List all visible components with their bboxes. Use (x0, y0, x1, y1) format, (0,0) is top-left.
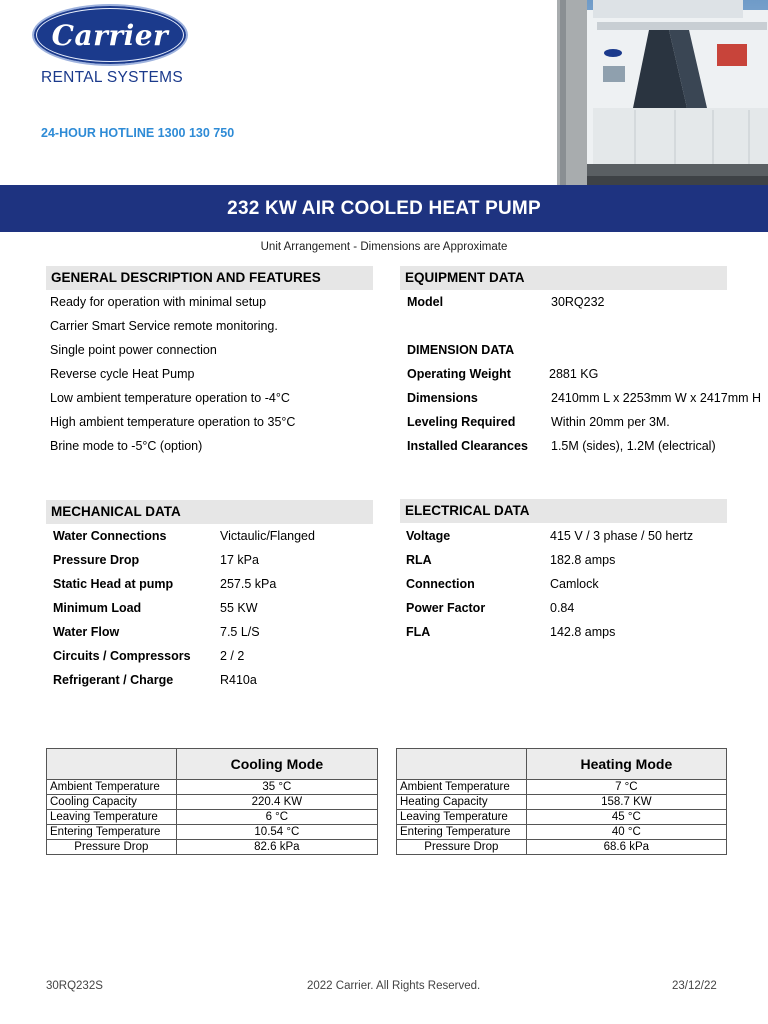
row-value: 158.7 KW (526, 795, 726, 810)
row-value: 45 °C (526, 810, 726, 825)
feature-item: Ready for operation with minimal setup (50, 295, 267, 309)
row-value: 6 °C (176, 810, 377, 825)
spec-label: Dimensions (407, 391, 478, 405)
row-value: 68.6 kPa (526, 840, 726, 855)
spec-value: 7.5 L/S (220, 625, 260, 639)
spec-label: Water Flow (53, 625, 120, 639)
row-value: 35 °C (176, 780, 377, 795)
table-header-blank (397, 749, 527, 780)
equipment-section-header: EQUIPMENT DATA (400, 266, 727, 290)
spec-label: Water Connections (53, 529, 167, 543)
model-label: Model (407, 295, 444, 309)
heat-pump-photo (557, 0, 768, 185)
logo-text: Carrier (51, 18, 169, 52)
spec-value: 1.5M (sides), 1.2M (electrical) (551, 439, 716, 453)
row-label: Cooling Capacity (47, 795, 177, 810)
table-row (397, 780, 727, 795)
table-row (397, 840, 727, 855)
spec-label: Leveling Required (407, 415, 516, 429)
subtitle: Unit Arrangement - Dimensions are Approximate (260, 241, 508, 253)
spec-label: RLA (406, 553, 432, 567)
table-row (397, 795, 727, 810)
mechanical-section-header: MECHANICAL DATA (46, 500, 373, 524)
spec-value: 142.8 amps (550, 625, 616, 639)
spec-value: Camlock (550, 577, 599, 591)
table-row (47, 795, 378, 810)
spec-label: Pressure Drop (53, 553, 140, 567)
feature-item: Brine mode to -5°C (option) (50, 439, 203, 453)
spec-label: FLA (406, 625, 431, 639)
rental-systems-label: RENTAL SYSTEMS (41, 69, 184, 86)
row-label: Leaving Temperature (47, 810, 177, 825)
table-row (397, 810, 727, 825)
row-label: Pressure Drop (47, 840, 177, 855)
table-row (397, 825, 727, 840)
general-section-header: GENERAL DESCRIPTION AND FEATURES (46, 266, 373, 290)
spec-label: Installed Clearances (407, 439, 528, 453)
row-label: Ambient Temperature (397, 780, 527, 795)
heating-mode-table (396, 748, 727, 855)
table-row (47, 780, 378, 795)
heating-mode-header: Heating Mode (526, 749, 726, 780)
cooling-mode-table (46, 748, 378, 855)
row-label: Leaving Temperature (397, 810, 527, 825)
cooling-mode-header: Cooling Mode (176, 749, 377, 780)
row-value: 7 °C (526, 780, 726, 795)
feature-item: Low ambient temperature operation to -4°C (50, 391, 290, 405)
carrier-logo (32, 4, 188, 66)
spec-value: 17 kPa (220, 553, 259, 567)
spec-label: Static Head at pump (53, 577, 174, 591)
spec-label: Operating Weight (407, 367, 511, 381)
electrical-section-header: ELECTRICAL DATA (400, 499, 727, 523)
spec-value: 55 KW (220, 601, 258, 615)
row-value: 82.6 kPa (176, 840, 377, 855)
title-banner (0, 185, 768, 232)
table-header-blank (47, 749, 177, 780)
spec-label: Connection (406, 577, 475, 591)
row-label: Entering Temperature (397, 825, 527, 840)
footer-date: 23/12/22 (672, 980, 717, 992)
feature-item: High ambient temperature operation to 35°C (50, 415, 296, 429)
spec-label: Minimum Load (53, 601, 142, 615)
row-label: Ambient Temperature (47, 780, 177, 795)
spec-value: 257.5 kPa (220, 577, 277, 591)
spec-value: 2 / 2 (220, 649, 245, 663)
table-row (47, 825, 378, 840)
spec-label: Voltage (406, 529, 451, 543)
feature-item: Reverse cycle Heat Pump (50, 367, 195, 381)
spec-value: 182.8 amps (550, 553, 616, 567)
spec-value: Victaulic/Flanged (220, 529, 315, 543)
spec-label: Power Factor (406, 601, 486, 615)
row-label: Heating Capacity (397, 795, 527, 810)
spec-value: 0.84 (550, 601, 575, 615)
spec-label: Circuits / Compressors (53, 649, 191, 663)
table-row (47, 840, 378, 855)
feature-item: Carrier Smart Service remote monitoring. (50, 319, 278, 333)
spec-label: Refrigerant / Charge (53, 673, 174, 687)
model-value: 30RQ232 (551, 295, 605, 309)
row-value: 220.4 KW (176, 795, 377, 810)
footer-code: 30RQ232S (46, 980, 103, 992)
table-row (47, 810, 378, 825)
dimension-data-heading: DIMENSION DATA (407, 343, 515, 357)
spec-value: 2410mm L x 2253mm W x 2417mm H (551, 391, 762, 405)
spec-value: R410a (220, 673, 257, 687)
row-value: 10.54 °C (176, 825, 377, 840)
feature-list (50, 290, 370, 458)
page-title: 232 KW AIR COOLED HEAT PUMP (227, 197, 541, 219)
spec-value: 415 V / 3 phase / 50 hertz (550, 529, 694, 543)
spec-value: 2881 KG (549, 367, 599, 381)
footer-copyright: 2022 Carrier. All Rights Reserved. (307, 980, 481, 992)
hotline-text: 24-HOUR HOTLINE 1300 130 750 (41, 126, 235, 140)
row-value: 40 °C (526, 825, 726, 840)
row-label: Pressure Drop (397, 840, 527, 855)
spec-value: Within 20mm per 3M. (551, 415, 670, 429)
row-label: Entering Temperature (47, 825, 177, 840)
feature-item: Single point power connection (50, 343, 217, 357)
